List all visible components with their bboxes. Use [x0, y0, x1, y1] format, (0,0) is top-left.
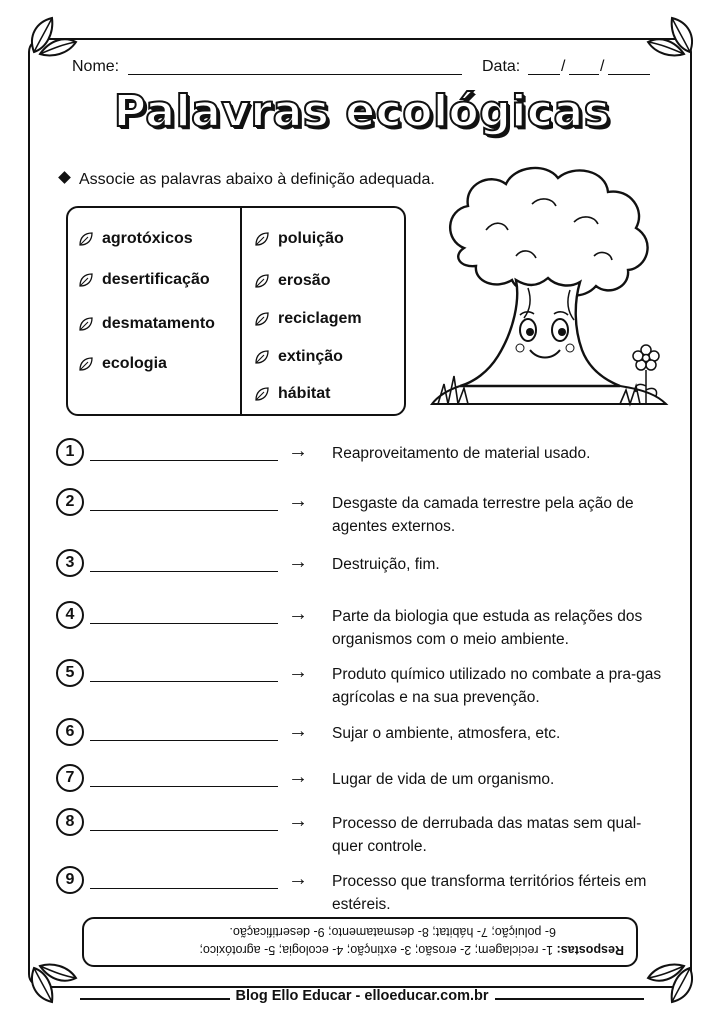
item-number: 6: [56, 718, 84, 746]
word-label: erosão: [278, 272, 331, 289]
leaf-icon: [254, 349, 270, 365]
item-number: 3: [56, 549, 84, 577]
exercise-item: [50, 490, 680, 535]
leaf-icon: [254, 231, 270, 247]
answer-line[interactable]: [90, 786, 278, 787]
item-number: 2: [56, 488, 84, 516]
answer-line[interactable]: [90, 460, 278, 461]
arrow-icon: →: [288, 440, 308, 462]
item-definition: Sujar o ambiente, atmosfera, etc.: [332, 725, 561, 742]
name-label: Nome:: [72, 58, 120, 75]
corner-leaf-icon: [644, 14, 698, 58]
answer-line[interactable]: [90, 681, 278, 682]
leaf-icon: [254, 311, 270, 327]
exercise-item: [50, 810, 680, 855]
leaf-icon: [78, 272, 94, 288]
name-field-line[interactable]: [128, 74, 462, 75]
answer-key-line-2: 6- poluição; 7- hábitat; 8- desmatamento; 9- desertificação.: [229, 925, 556, 939]
footer: [0, 988, 724, 1004]
arrow-icon: →: [288, 810, 308, 832]
date-label: Data:: [482, 58, 521, 75]
word-bank-item: [78, 315, 215, 333]
item-definition: Processo que transforma territórios férteis em estéreis.: [332, 873, 647, 913]
date-slash: /: [600, 58, 605, 75]
leaf-icon: [254, 386, 270, 402]
word-bank-item: [254, 230, 344, 248]
diamond-bullet-icon: [58, 171, 71, 184]
word-bank-item: [78, 355, 167, 373]
arrow-icon: →: [288, 661, 308, 683]
instruction-text: Associe as palavras abaixo à definição adequada.: [79, 171, 435, 188]
date-day-line[interactable]: [528, 74, 560, 75]
word-label: poluição: [278, 230, 344, 247]
footer-credit: Blog Ello Educar - elloeducar.com.br: [230, 988, 495, 1004]
exercise-item: [50, 661, 680, 706]
word-label: agrotóxicos: [102, 230, 193, 247]
page-title: Palavras ecológicas: [113, 86, 611, 137]
instruction: [58, 171, 435, 189]
arrow-icon: →: [288, 766, 308, 788]
exercise-item: [50, 551, 680, 591]
answer-key-box: [82, 917, 638, 967]
word-label: ecologia: [102, 355, 167, 372]
word-bank: [66, 206, 406, 416]
answer-line[interactable]: [90, 510, 278, 511]
arrow-icon: →: [288, 603, 308, 625]
arrow-icon: →: [288, 490, 308, 512]
leaf-icon: [78, 356, 94, 372]
exercise-item: [50, 720, 680, 760]
arrow-icon: →: [288, 720, 308, 742]
item-number: 7: [56, 764, 84, 792]
leaf-icon: [78, 316, 94, 332]
exercise-item: [50, 603, 680, 648]
corner-leaf-icon: [26, 14, 80, 58]
answer-line[interactable]: [90, 571, 278, 572]
leaf-icon: [254, 273, 270, 289]
item-definition: Reaproveitamento de material usado.: [332, 445, 591, 462]
answer-line[interactable]: [90, 888, 278, 889]
word-label: desmatamento: [102, 315, 215, 332]
word-bank-divider: [240, 208, 242, 414]
date-slash: /: [561, 58, 566, 75]
item-definition: Destruição, fim.: [332, 556, 440, 573]
answer-key-text: 1- reciclagem; 2- erosão; 3- extinção; 4- ecologia; 5- agrotóxico;: [199, 943, 554, 957]
item-definition: Processo de derrubada das matas sem qual-quer controle.: [332, 815, 642, 855]
arrow-icon: →: [288, 868, 308, 890]
arrow-icon: →: [288, 551, 308, 573]
item-number: 9: [56, 866, 84, 894]
exercise-item: [50, 440, 680, 480]
date-year-line[interactable]: [608, 74, 650, 75]
item-definition: Lugar de vida de um organismo.: [332, 771, 555, 788]
answer-line[interactable]: [90, 623, 278, 624]
word-bank-item: [254, 385, 330, 403]
leaf-icon: [78, 231, 94, 247]
word-bank-item: [78, 230, 193, 248]
item-number: 1: [56, 438, 84, 466]
word-bank-item: [78, 271, 210, 289]
answer-key-line-1: [96, 941, 624, 959]
date-month-line[interactable]: [569, 74, 599, 75]
item-number: 4: [56, 601, 84, 629]
item-definition: Parte da biologia que estuda as relações dos organismos com o meio ambiente.: [332, 608, 643, 648]
exercise-item: [50, 766, 680, 806]
word-label: extinção: [278, 348, 343, 365]
answer-line[interactable]: [90, 830, 278, 831]
exercise-item: [50, 868, 680, 913]
smiling-tree-illustration: [424, 160, 674, 420]
item-definition: Desgaste da camada terrestre pela ação de agentes externos.: [332, 495, 634, 535]
answer-key-label: Respostas:: [556, 943, 624, 957]
item-number: 5: [56, 659, 84, 687]
word-label: hábitat: [278, 385, 331, 402]
answer-key-upside-down: [84, 919, 636, 965]
word-bank-item: [254, 310, 362, 328]
item-definition: Produto químico utilizado no combate a pra-gas agrícolas e na sua prevenção.: [332, 666, 662, 706]
word-bank-item: [254, 272, 330, 290]
word-bank-item: [254, 348, 343, 366]
answer-line[interactable]: [90, 740, 278, 741]
header-row: [72, 58, 652, 82]
item-number: 8: [56, 808, 84, 836]
word-label: desertificação: [102, 271, 210, 288]
word-label: reciclagem: [278, 310, 362, 327]
